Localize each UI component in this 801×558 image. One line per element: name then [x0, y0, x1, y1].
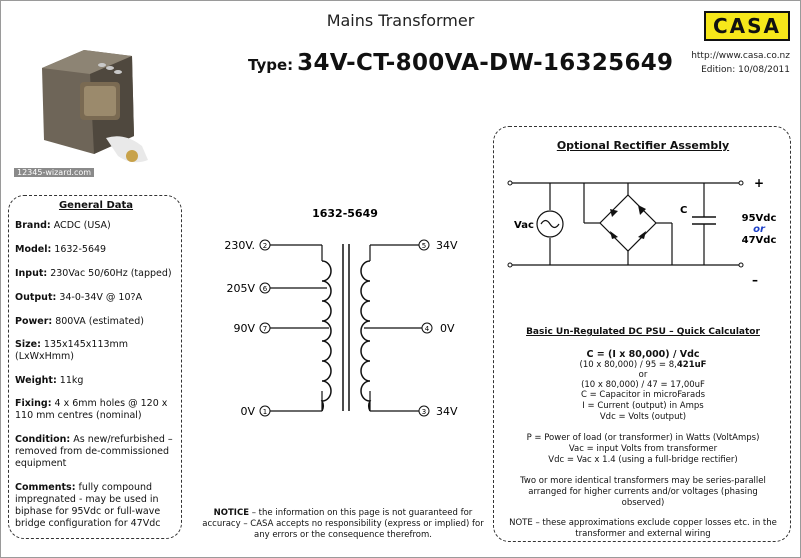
label-205v: 205V [226, 282, 255, 295]
spec-power: Power: 800VA (estimated) [15, 316, 145, 327]
label-0v-primary: 0V [240, 405, 255, 418]
svg-text:6: 6 [262, 285, 268, 293]
svg-text:5: 5 [421, 242, 427, 250]
spec-brand: Brand: ACDC (USA) [15, 220, 111, 231]
pin-7 [260, 323, 270, 333]
type-label: Type: [248, 56, 294, 74]
calculator-example-1: (10 x 80,000) / 95 = 8,421uF [579, 360, 707, 370]
svg-text:1: 1 [262, 408, 268, 416]
diode-4-icon [638, 231, 646, 239]
casa-logo [704, 11, 790, 41]
vac-label: Vac [514, 220, 534, 231]
schematic-model: 1632-5649 [312, 207, 378, 220]
vac-definition: Vac = input Volts from transformer [568, 444, 718, 454]
label-0v-secondary: 0V [440, 322, 455, 335]
edition-date: Edition: 10/08/2011 [701, 65, 790, 75]
definition-i: I = Current (output) in Amps [582, 401, 704, 411]
spec-output: Output: 34-0-34V @ 10?A [15, 292, 143, 303]
capacitor-label: C [680, 205, 688, 216]
spec-weight: Weight: 11kg [15, 375, 84, 386]
plus-terminal: + [754, 176, 765, 190]
output-or: or [753, 224, 765, 235]
calculator-heading: Basic Un-Regulated DC PSU – Quick Calculator [526, 327, 760, 337]
primary-coil [322, 261, 331, 411]
bridge-rectifier-icon [600, 195, 656, 251]
svg-text:3: 3 [421, 408, 427, 416]
output-47vdc: 47Vdc [741, 235, 777, 246]
spec-model: Model: 1632-5649 [15, 244, 107, 255]
spec-comments: Comments: fully compound impregnated - may be used in biphase for 95Vdc or full-wave bridge configuration for 47Vdc [15, 482, 161, 529]
calculator-formula: C = (I x 80,000) / Vdc [586, 349, 700, 360]
rectifier-panel [493, 126, 791, 542]
label-90v: 90V [233, 322, 255, 335]
website-url[interactable]: http://www.casa.co.nz [691, 51, 790, 61]
vdc-definition: Vdc = Vac x 1.4 (using a full-bridge rectifier) [548, 455, 738, 465]
definition-vdc: Vdc = Volts (output) [599, 412, 687, 422]
page-title: Mains Transformer [326, 11, 475, 30]
pin-1 [260, 406, 270, 416]
notice-disclaimer: NOTICE – the information on this page is not guaranteed for accuracy – CASA accepts no responsibility (express or implied) for any errors or the consequence therefrom. [202, 508, 484, 540]
calculator-or: or [638, 370, 648, 380]
pin-6 [260, 283, 270, 293]
transformer-schematic [200, 200, 490, 430]
pin-2 [260, 240, 270, 250]
diode-3-icon [610, 231, 618, 239]
rectifier-schematic [494, 167, 792, 292]
label-34v-top: 34V [436, 239, 458, 252]
minus-terminal: – [752, 273, 758, 287]
svg-text:7: 7 [262, 325, 268, 333]
diode-2-icon [638, 205, 646, 215]
diode-1-icon [610, 209, 618, 217]
power-definition: P = Power of load (or transformer) in Watts (VoltAmps) [526, 433, 760, 443]
approximation-note: NOTE – these approximations exclude copper losses etc. in the transformer and external wiring [509, 518, 777, 539]
general-data-panel [8, 195, 182, 539]
output-95vdc: 95Vdc [741, 213, 777, 224]
rectifier-heading: Optional Rectifier Assembly [556, 139, 730, 152]
label-34v-bottom: 34V [436, 405, 458, 418]
calculator-example-2: (10 x 80,000) / 47 = 17,00uF [581, 380, 705, 390]
type-line [248, 50, 673, 76]
transformer-photo [14, 28, 174, 178]
pin-4 [422, 323, 432, 333]
general-data-heading: General Data [58, 200, 134, 211]
spec-fixing: Fixing: 4 x 6mm holes @ 120 x 110 mm centres (nominal) [15, 398, 168, 421]
spec-input: Input: 230Vac 50/60Hz (tapped) [15, 268, 172, 279]
type-value: 34V-CT-800VA-DW-16325649 [297, 50, 674, 76]
spec-condition: Condition: As new/refurbished – removed from de-commissioned equipment [15, 434, 173, 469]
label-230v: 230V. [224, 239, 255, 252]
photo-watermark: 12345-wizard.com [14, 168, 94, 177]
logo-text: CASA [712, 14, 782, 38]
spec-size: Size: 135x145x113mm (LxWxHmm) [15, 339, 129, 362]
pin-3 [419, 406, 429, 416]
svg-text:2: 2 [262, 242, 268, 250]
svg-text:4: 4 [424, 325, 430, 333]
pin-5 [419, 240, 429, 250]
definition-c: C = Capacitor in microFarads [580, 390, 706, 400]
series-parallel-note: Two or more identical transformers may be series-parallel arranged for higher currents and/or voltages (phasing observed) [520, 476, 766, 508]
secondary-coil [361, 261, 370, 411]
